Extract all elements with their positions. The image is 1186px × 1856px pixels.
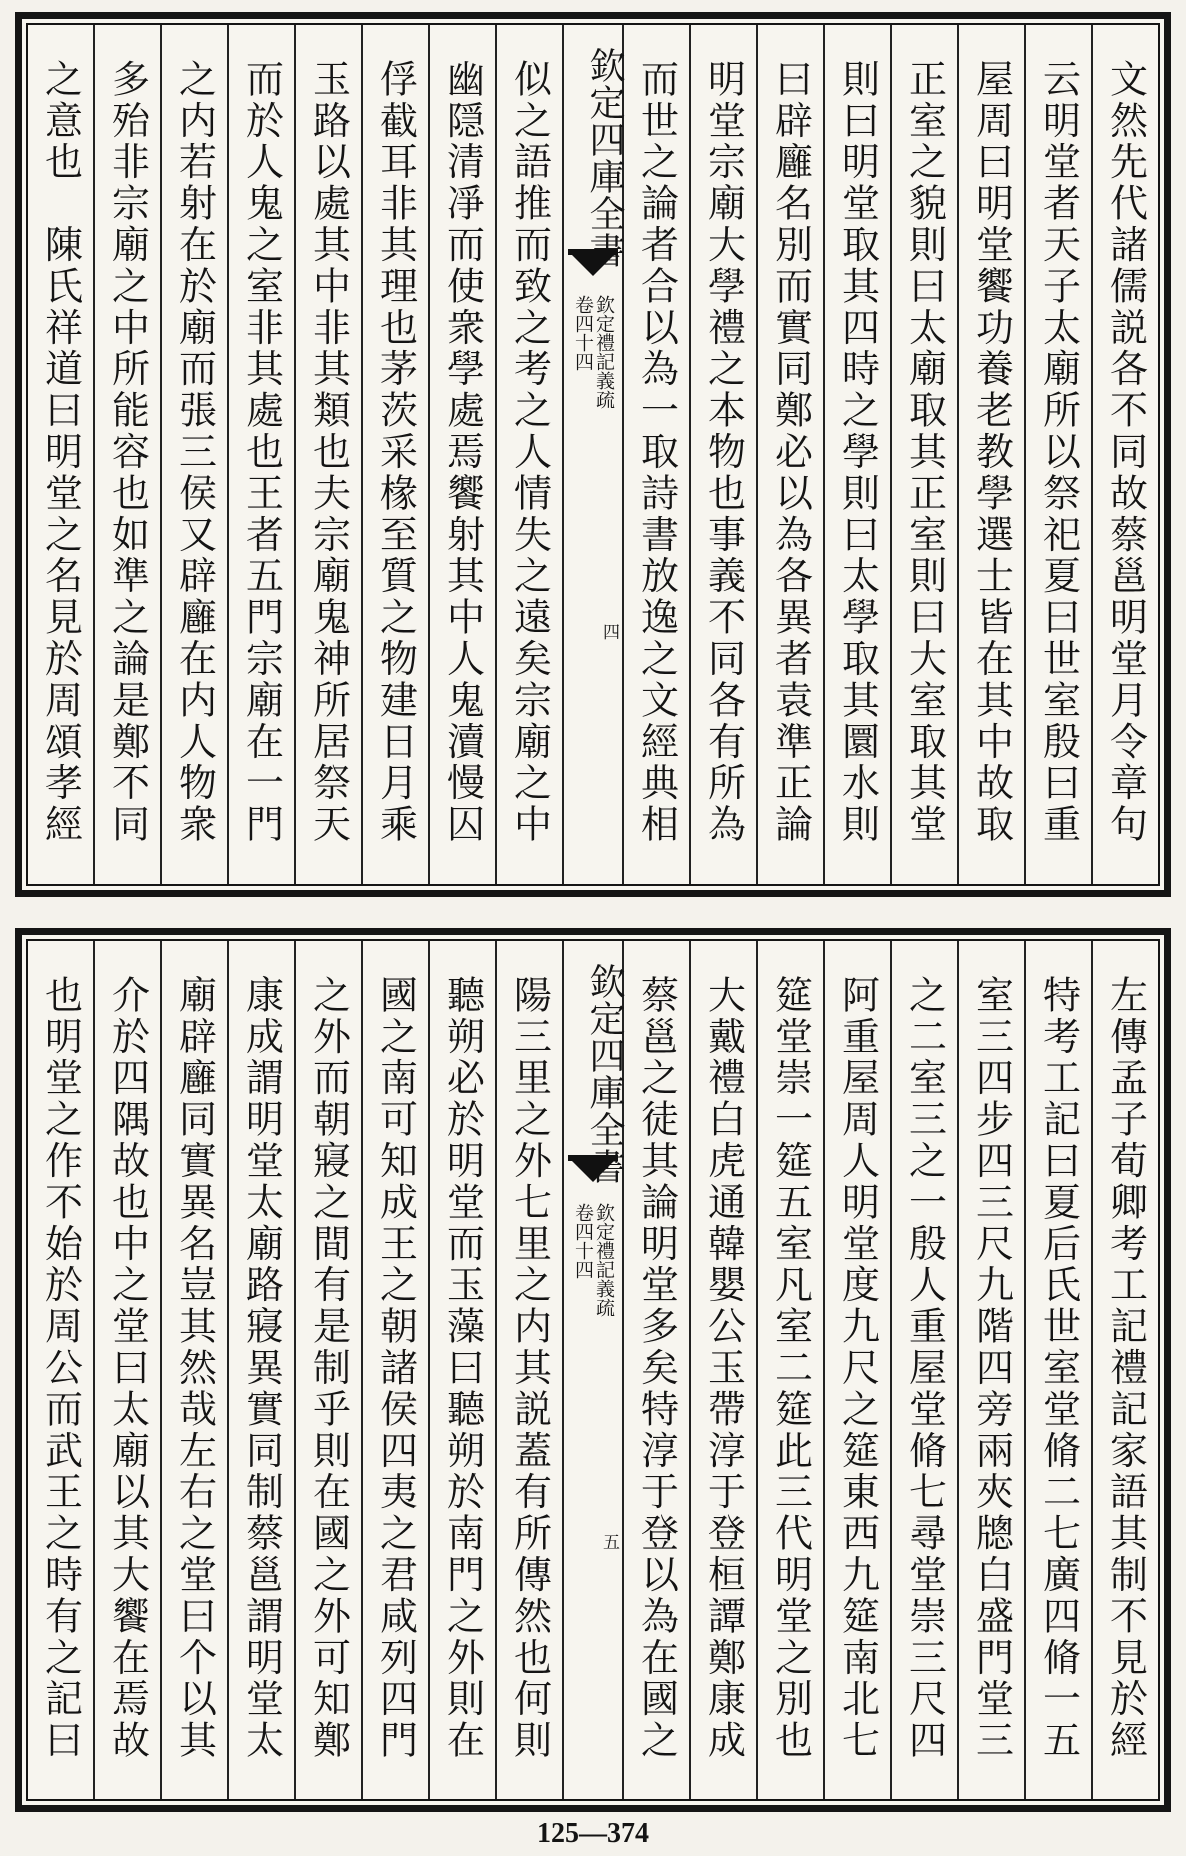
leaf-number: 四 xyxy=(599,623,619,640)
text-column: 似之語推而致之考之人情失之遠矣宗廟之中 xyxy=(495,25,562,884)
text-column: 阿重屋周人明堂度九尺之筵東西九筵南北七 xyxy=(823,941,890,1799)
book-title: 欽定四庫全書 xyxy=(584,47,625,269)
centre-column xyxy=(562,941,625,1799)
leaf-number: 五 xyxy=(599,1533,619,1550)
text-column: 陽三里之外七里之内其説蓋有所傳然也何則 xyxy=(495,941,562,1799)
volume-label: 欽定禮記義疏 卷四十四 xyxy=(572,295,615,409)
text-column: 幽隠清凈而使衆學處焉饗射其中人鬼瀆慢囚 xyxy=(428,25,495,884)
text-column: 之内若射在於廟而張三侯又辟廱在内人物衆 xyxy=(160,25,227,884)
text-column: 則曰明堂取其四時之學則曰太學取其圜水則 xyxy=(823,25,890,884)
centre-column xyxy=(562,25,625,884)
text-column: 大戴禮白虎通韓嬰公玉帶淳于登桓譚鄭康成 xyxy=(689,941,756,1799)
book-title: 欽定四庫全書 xyxy=(584,963,625,1185)
page-number-footer: 125—374 xyxy=(537,1818,649,1849)
text-column: 之意也 陳氏祥道曰明堂之名見於周頌孝經 xyxy=(38,59,83,846)
bottom-page xyxy=(15,928,1171,1812)
text-column: 而世之論者合以為一取詩書放逸之文經典相 xyxy=(622,25,689,884)
text-column: 云明堂者天子太廟所以祭祀夏曰世室殷曰重 xyxy=(1024,25,1091,884)
text-column: 也明堂之作不始於周公而武王之時有之記曰 xyxy=(38,975,83,1762)
text-column: 康成謂明堂太廟路寢異實同制蔡邕謂明堂太 xyxy=(227,941,294,1799)
text-column: 明堂宗廟大學禮之本物也事義不同各有所為 xyxy=(689,25,756,884)
text-column: 左傳孟子荀卿考工記禮記家語其制不見於經 xyxy=(1091,941,1158,1799)
text-column: 俘截耳非其理也茅茨采椽至質之物建日月乘 xyxy=(361,25,428,884)
text-column: 蔡邕之徒其論明堂多矣特淳于登以為在國之 xyxy=(622,941,689,1799)
text-column: 聽朔必於明堂而玉藻曰聽朔於南門之外則在 xyxy=(428,941,495,1799)
text-column: 之二室三之一殷人重屋堂脩七尋堂崇三尺四 xyxy=(890,941,957,1799)
text-column: 筵堂崇一筵五室凡室二筵此三代明堂之別也 xyxy=(756,941,823,1799)
text-column: 正室之貌則曰太廟取其正室則曰大室取其堂 xyxy=(890,25,957,884)
text-column: 玉路以處其中非其類也夫宗廟鬼神所居祭天 xyxy=(294,25,361,884)
volume-label: 欽定禮記義疏 卷四十四 xyxy=(572,1203,615,1317)
text-column: 多殆非宗廟之中所能容也如準之論是鄭不同 xyxy=(93,25,160,884)
text-column: 介於四隅故也中之堂曰太廟以其大饗在焉故 xyxy=(93,941,160,1799)
text-column: 國之南可知成王之朝諸侯四夷之君咸列四門 xyxy=(361,941,428,1799)
text-column: 曰辟廱名別而實同鄭必以為各異者袁準正論 xyxy=(756,25,823,884)
fishtail-mark xyxy=(568,1155,618,1195)
text-column: 屋周曰明堂饗功養老教學選士皆在其中故取 xyxy=(957,25,1024,884)
text-column: 文然先代諸儒説各不同故蔡邕明堂月令章句 xyxy=(1091,25,1158,884)
text-column: 而於人鬼之室非其處也王者五門宗廟在一門 xyxy=(227,25,294,884)
fishtail-mark xyxy=(568,249,618,289)
text-column: 之外而朝寢之間有是制乎則在國之外可知鄭 xyxy=(294,941,361,1799)
text-column: 廟辟廱同實異名豈其然哉左右之堂曰个以其 xyxy=(160,941,227,1799)
text-column: 特考工記曰夏后氏世室堂脩二七廣四脩一五 xyxy=(1024,941,1091,1799)
text-column: 室三四步四三尺九階四旁兩夾牕白盛門堂三 xyxy=(957,941,1024,1799)
top-page xyxy=(15,12,1171,897)
